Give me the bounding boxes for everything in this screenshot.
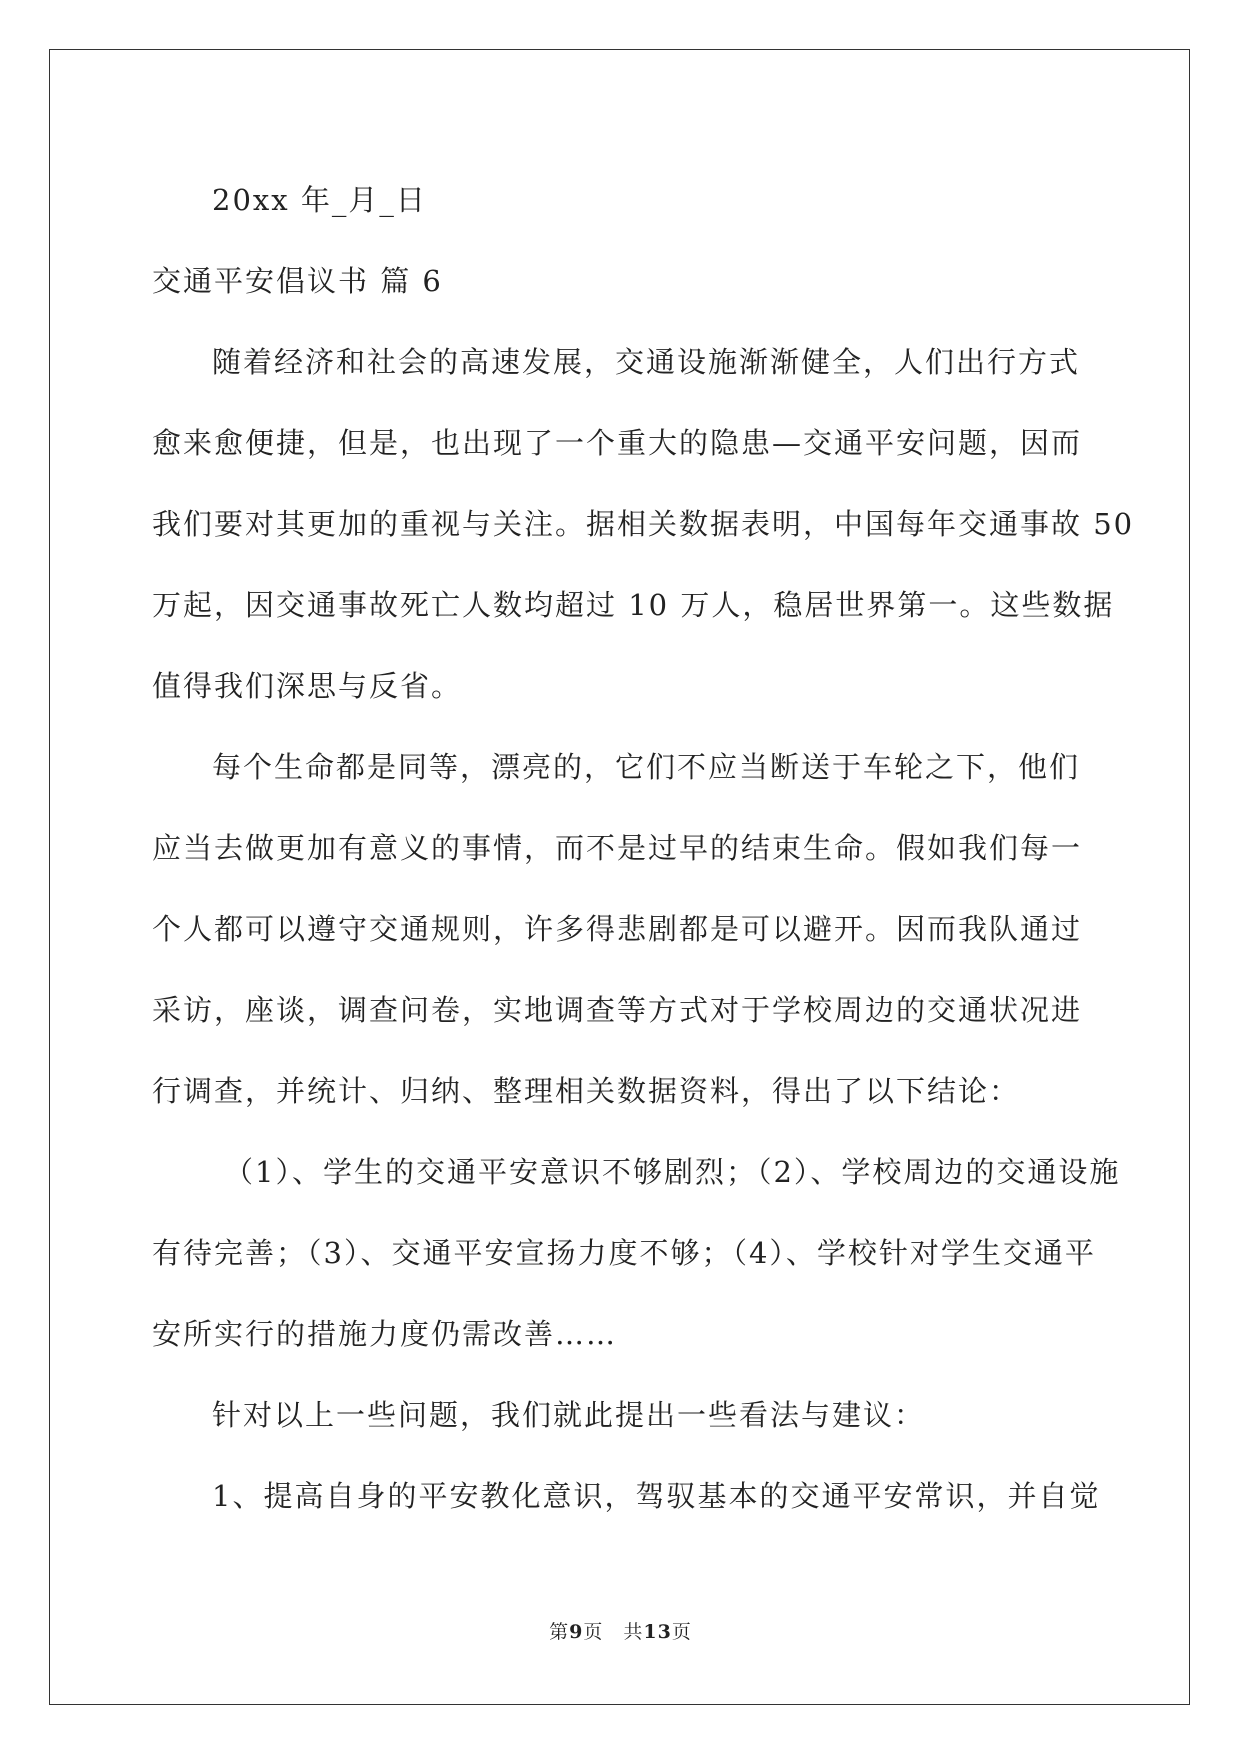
paragraph-line: 针对以上一些问题，我们就此提出一些看法与建议： (212, 1398, 926, 1432)
paragraph-line: 有待完善；（3）、交通平安宣扬力度不够；（4）、学校针对学生交通平 (152, 1236, 1096, 1270)
section-title: 交通平安倡议书 篇 6 (152, 264, 443, 298)
date-line: 20xx 年_月_日 (212, 183, 427, 217)
total-page-number: 13 (643, 1621, 672, 1643)
paragraph-line: 愈来愈便捷，但是，也出现了一个重大的隐患—交通平安问题，因而 (152, 426, 1083, 460)
document-body (152, 160, 1135, 1537)
paragraph-line: 行调查，并统计、归纳、整理相关数据资料，得出了以下结论： (152, 1074, 1021, 1108)
paragraph-line: 每个生命都是同等，漂亮的，它们不应当断送于车轮之下，他们 (212, 750, 1081, 784)
paragraph-line: 应当去做更加有意义的事情，而不是过早的结束生命。假如我们每一 (152, 831, 1083, 865)
paragraph-line: 个人都可以遵守交通规则，许多得悲剧都是可以避开。因而我队通过 (152, 912, 1083, 946)
paragraph-line: （1）、学生的交通平安意识不够剧烈；（2）、学校周边的交通设施 (224, 1155, 1121, 1189)
paragraph-line: 万起，因交通事故死亡人数均超过 10 万人，稳居世界第一。这些数据 (152, 588, 1115, 622)
paragraph-4 (152, 1375, 1092, 1456)
page-number-footer (0, 1617, 1241, 1644)
paragraph-1 (152, 322, 1135, 727)
paragraph-line: 我们要对其更加的重视与关注。据相关数据表明，中国每年交通事故 50 (152, 507, 1135, 541)
paragraph-5 (152, 1456, 1101, 1537)
page-prefix: 第 (549, 1621, 570, 1643)
current-page-number: 9 (569, 1621, 584, 1643)
paragraph-line: 采访，座谈，调查问卷，实地调查等方式对于学校周边的交通状况进 (152, 993, 1083, 1027)
paragraph-3 (152, 1132, 1121, 1375)
page-mid: 页 共 (583, 1621, 644, 1643)
paragraph-2 (152, 727, 1092, 1132)
paragraph-line: 1、提高自身的平安教化意识，驾驭基本的交通平安常识，并自觉 (212, 1479, 1101, 1513)
paragraph-line: 值得我们深思与反省。 (152, 669, 463, 703)
paragraph-line: 安所实行的措施力度仍需改善…… (152, 1317, 618, 1351)
paragraph-line: 随着经济和社会的高速发展，交通设施渐渐健全，人们出行方式 (212, 345, 1081, 379)
page-suffix: 页 (671, 1621, 692, 1643)
